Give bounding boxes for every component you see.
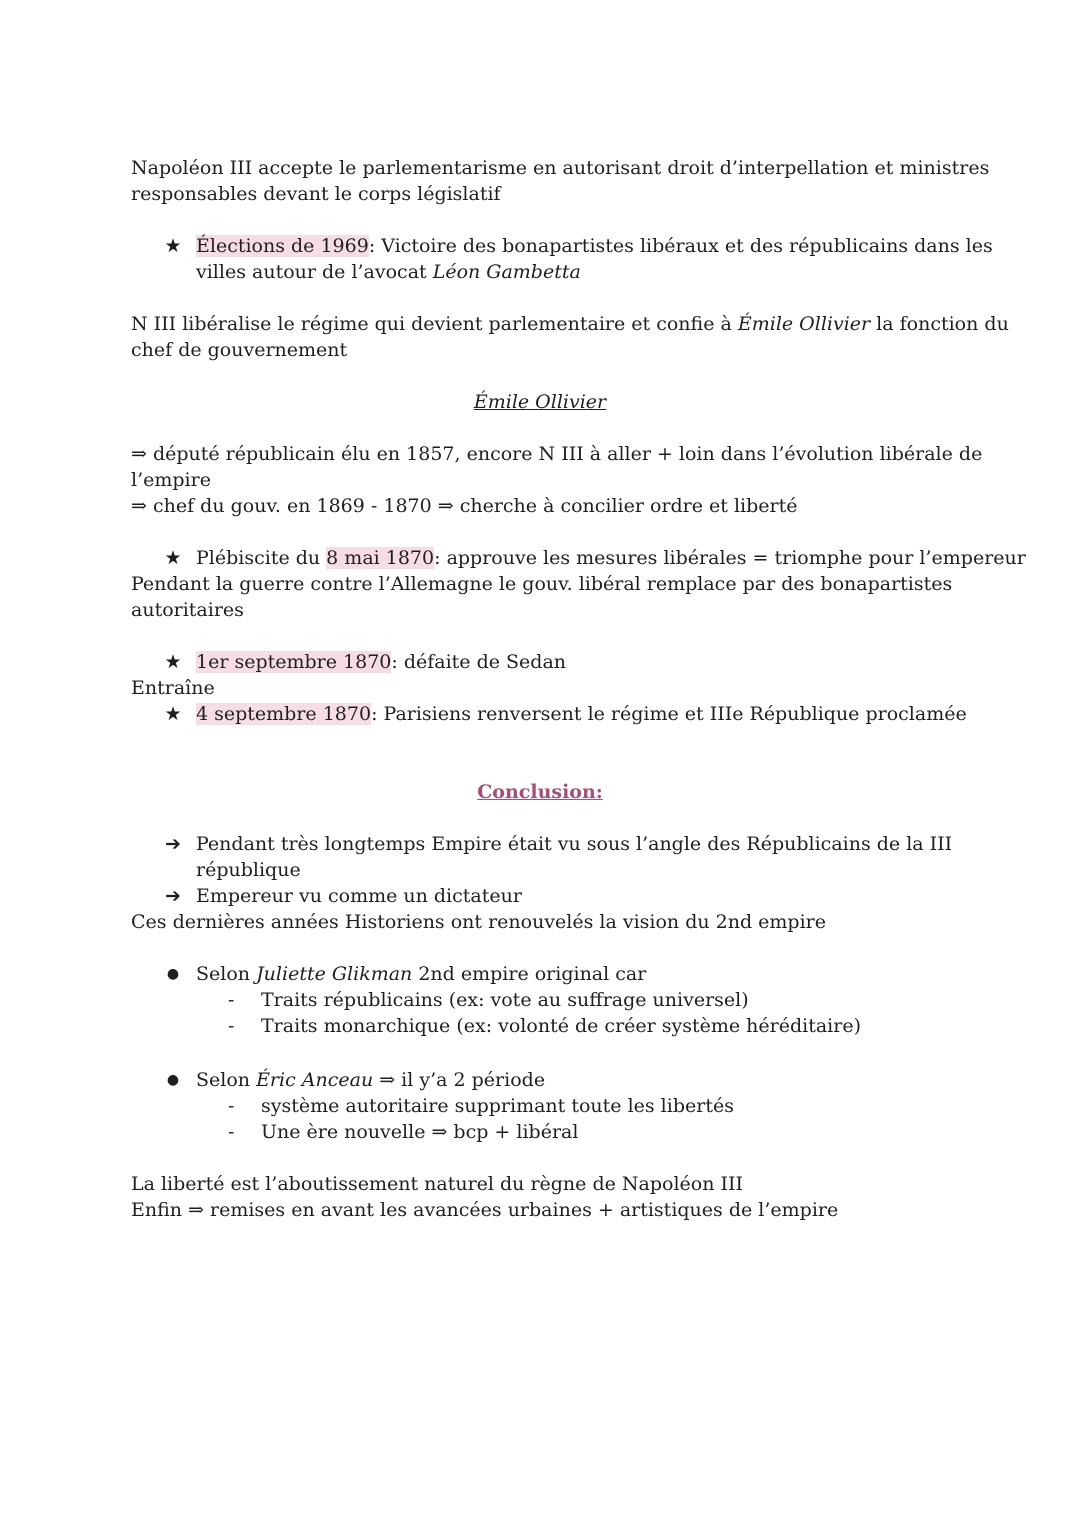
text-line: Entraîne (131, 677, 215, 699)
text-line: Napoléon III accepte le parlementarisme en autorisant droit d’interpellation et ministres (131, 157, 990, 179)
star-icon: ★ (164, 651, 182, 673)
highlighted-date: 1er septembre 1870 (196, 651, 392, 673)
conclusion-heading: Conclusion: (477, 781, 603, 803)
section-heading-ollivier: Émile Ollivier (473, 391, 607, 413)
sub-item: Une ère nouvelle ⇒ bcp + libéral (261, 1121, 579, 1143)
text-line: l’empire (131, 469, 211, 491)
text-line: responsables devant le corps législatif (131, 183, 501, 205)
highlighted-date: Élections de 1969 (196, 235, 369, 257)
arrow-item: Pendant très longtemps Empire était vu sous l’angle des Républicains de la III (196, 833, 953, 855)
arrow-item: Empereur vu comme un dictateur (196, 885, 522, 907)
person-name: Juliette Glikman (256, 963, 413, 985)
text-line: ⇒ chef du gouv. en 1869 - 1870 ⇒ cherche à concilier ordre et liberté (131, 495, 798, 517)
text-line: Enfin ⇒ remises en avant les avancées urbaines + artistiques de l’empire (131, 1199, 839, 1221)
text-line: république (196, 859, 301, 881)
text-line: Ces dernières années Historiens ont renouvelés la vision du 2nd empire (131, 911, 826, 933)
text-line: ⇒ député républicain élu en 1857, encore N III à aller + loin dans l’évolution libérale de (131, 443, 983, 465)
arrow-icon: ➔ (165, 833, 181, 855)
star-icon: ★ (164, 703, 182, 725)
bullet-icon: ● (166, 1072, 180, 1088)
highlighted-date: 8 mai 1870 (326, 547, 435, 569)
text-line: Pendant la guerre contre l’Allemagne le gouv. libéral remplace par des bonapartistes (131, 573, 953, 595)
bullet-item-glikman: Selon Juliette Glikman 2nd empire original car (196, 963, 647, 985)
dash-icon: - (228, 1095, 235, 1117)
highlighted-date: 4 septembre 1870 (196, 703, 372, 725)
bullet-item-anceau: Selon Éric Anceau ⇒ il y’a 2 période (196, 1069, 546, 1091)
text-line: La liberté est l’aboutissement naturel du règne de Napoléon III (131, 1173, 744, 1195)
sub-item: Traits républicains (ex: vote au suffrage universel) (261, 989, 749, 1011)
text-line: N III libéralise le régime qui devient parlementaire et confie à Émile Ollivier la fonction du (131, 313, 1009, 335)
person-name: Éric Anceau (256, 1069, 374, 1091)
star-item-elections: Élections de 1969: Victoire des bonapartistes libéraux et des républicains dans les (196, 235, 993, 257)
dash-icon: - (228, 1121, 235, 1143)
sub-item: Traits monarchique (ex: volonté de créer système héréditaire) (261, 1015, 862, 1037)
person-name: Léon Gambetta (432, 261, 581, 283)
text-line: chef de gouvernement (131, 339, 348, 361)
text-line: autoritaires (131, 599, 244, 621)
star-icon: ★ (164, 235, 182, 257)
star-item-sedan: 1er septembre 1870: défaite de Sedan (196, 651, 567, 673)
sub-item: système autoritaire supprimant toute les libertés (261, 1095, 734, 1117)
star-item-plebiscite: Plébiscite du 8 mai 1870: approuve les mesures libérales = triomphe pour l’empereur (196, 547, 1026, 569)
star-icon: ★ (164, 547, 182, 569)
dash-icon: - (228, 1015, 235, 1037)
dash-icon: - (228, 989, 235, 1011)
person-name: Émile Ollivier (737, 313, 871, 335)
arrow-icon: ➔ (165, 885, 181, 907)
text-line: villes autour de l’avocat Léon Gambetta (196, 261, 581, 283)
bullet-icon: ● (166, 966, 180, 982)
star-item-republique: 4 septembre 1870: Parisiens renversent le régime et IIIe République proclamée (196, 703, 967, 725)
